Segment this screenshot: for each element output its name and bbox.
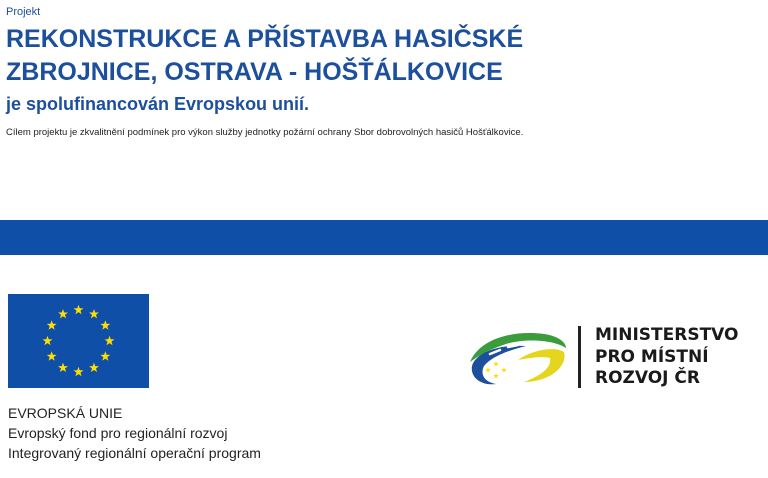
mmr-star <box>493 373 499 378</box>
mmr-star <box>493 361 499 366</box>
mmr-star <box>501 367 507 372</box>
blue-divider-band <box>0 220 768 255</box>
mmr-star <box>485 367 491 372</box>
mmr-logo-icon <box>466 326 570 388</box>
eu-flag-icon <box>8 294 149 388</box>
mmr-divider <box>578 326 581 388</box>
ministry-name-line-2: PRO MÍSTNÍ <box>595 346 709 367</box>
mmr-logo-yellow-arc <box>518 349 565 382</box>
ministry-name-line-1: MINISTERSTVO <box>595 325 739 345</box>
eu-caption-line-3: Integrovaný regionální operační program <box>8 445 261 461</box>
project-title-line-2: ZBROJNICE, OSTRAVA - HOŠŤÁLKOVICE <box>6 58 503 86</box>
project-description: Cílem projektu je zkvalitnění podmínek pro výkon služby jednotky požární ochrany Sbor dobrovolných hasičů Hošťálkovice. <box>6 127 524 138</box>
ministry-name <box>595 325 739 390</box>
funding-subtitle: je spolufinancován Evropskou unií. <box>6 94 310 114</box>
eu-caption-line-1: EVROPSKÁ UNIE <box>8 405 123 421</box>
mmr-logo-stars <box>485 361 507 378</box>
project-label: Projekt <box>6 6 41 18</box>
eu-caption <box>8 403 261 463</box>
eu-caption-line-2: Evropský fond pro regionální rozvoj <box>8 425 228 441</box>
ministry-name-line-3: ROZVOJ ČR <box>595 368 700 388</box>
project-title <box>6 23 746 89</box>
project-title-line-1: REKONSTRUKCE A PŘÍSTAVBA HASIČSKÉ <box>6 25 524 53</box>
